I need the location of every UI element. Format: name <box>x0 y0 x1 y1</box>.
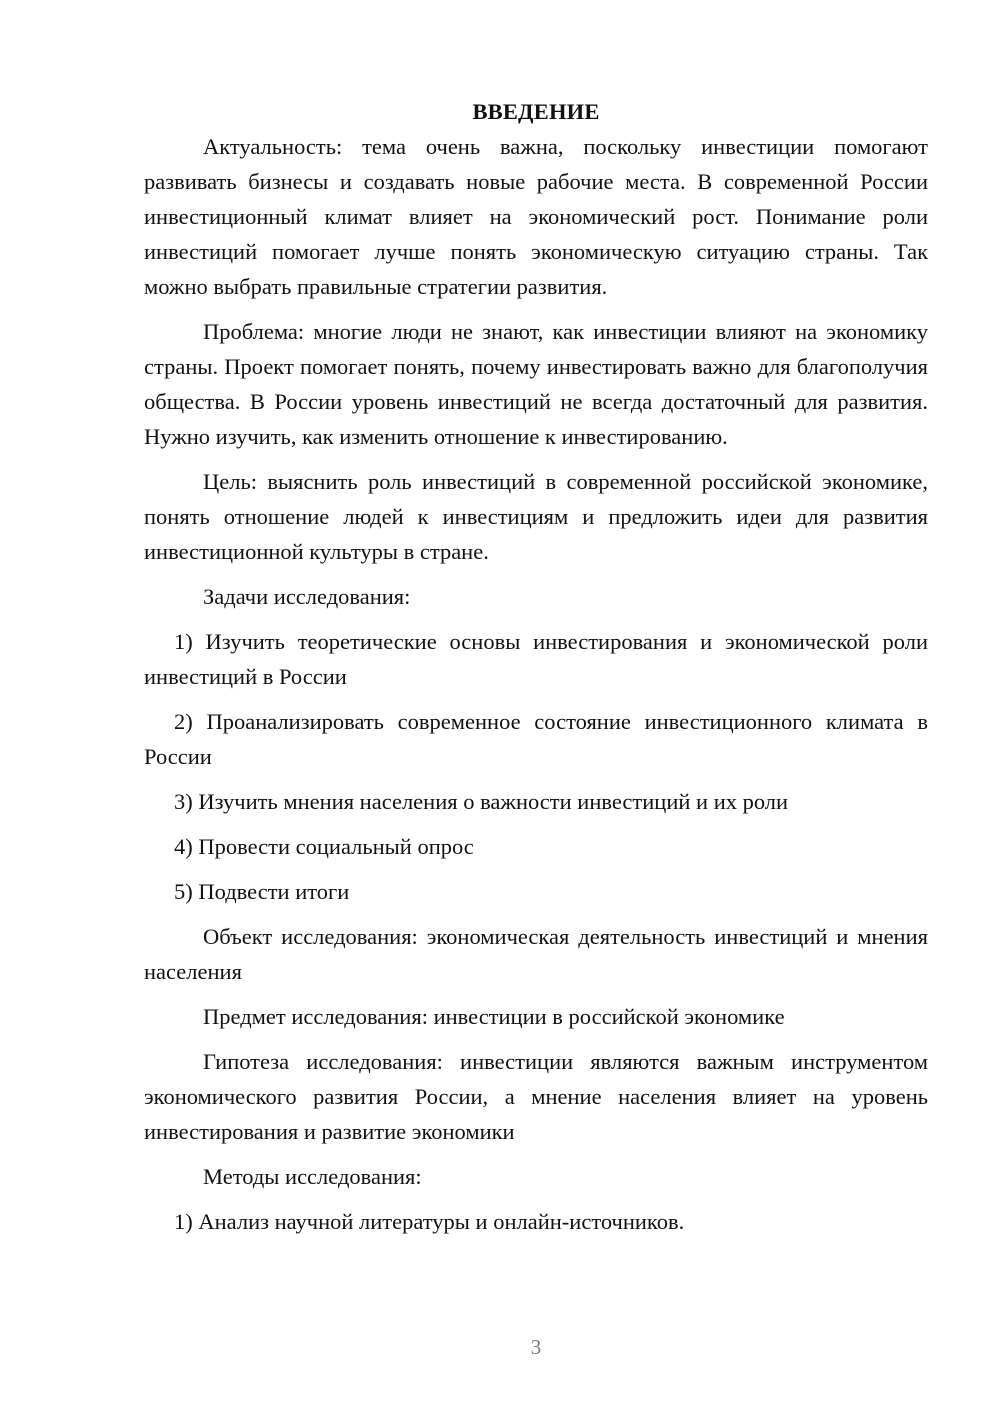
section-title: ВВЕДЕНИЕ <box>472 99 600 124</box>
tasks-heading: Задачи исследования: <box>203 584 411 609</box>
relevance-paragraph: Актуальность: тема очень важна, поскольку инвестиции помогают развивать бизнесы и создавать новые рабочие места. В современной России инвестиционный климат влияет на экономический рост. Понимание роли инвестиций помогает лучше понять экономическую ситуацию страны. Так можно выбрать правильные стратегии развития. <box>144 134 928 299</box>
task-item: 3) Изучить мнения населения о важности инвестиций и их роли <box>174 789 789 814</box>
page-number: 3 <box>530 1335 542 1359</box>
task-item: 4) Провести социальный опрос <box>174 834 474 859</box>
object-paragraph: Объект исследования: экономическая деятельность инвестиций и мнения населения <box>144 924 928 984</box>
methods-heading: Методы исследования: <box>203 1164 422 1189</box>
method-item: 1) Анализ научной литературы и онлайн-источников. <box>174 1209 685 1234</box>
hypothesis-paragraph: Гипотеза исследования: инвестиции являются важным инструментом экономического развития России, а мнение населения влияет на уровень инвестирования и развитие экономики <box>144 1049 928 1144</box>
page-content <box>144 94 928 1239</box>
subject-paragraph: Предмет исследования: инвестиции в российской экономике <box>203 1004 785 1029</box>
task-item: 5) Подвести итоги <box>174 879 350 904</box>
problem-paragraph: Проблема: многие люди не знают, как инвестиции влияют на экономику страны. Проект помогает понять, почему инвестировать важно для благополучия общества. В России уровень инвестиций не всегда достаточный для развития. Нужно изучить, как изменить отношение к инвестированию. <box>144 319 928 449</box>
task-item: 2) Проанализировать современное состояние инвестиционного климата в России <box>144 709 928 769</box>
task-item: 1) Изучить теоретические основы инвестирования и экономической роли инвестиций в России <box>144 629 928 689</box>
goal-paragraph: Цель: выяснить роль инвестиций в современной российской экономике, понять отношение людей к инвестициям и предложить идеи для развития инвестиционной культуры в стране. <box>144 469 928 564</box>
